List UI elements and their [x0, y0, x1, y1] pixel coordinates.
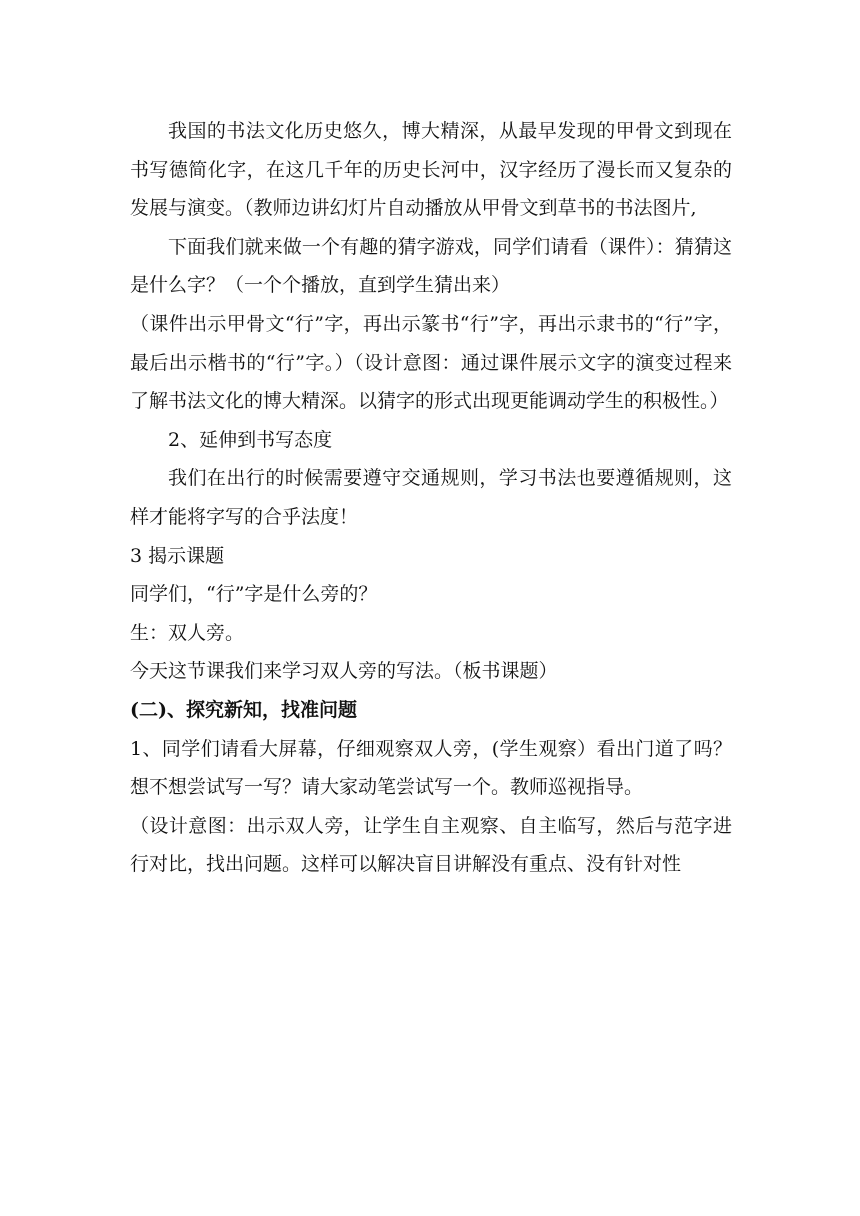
paragraph-question: 同学们，“行”字是什么旁的？ [130, 583, 378, 606]
paragraph-history-intro: 我国的书法文化历史悠久，博大精深，从最早发现的甲骨文到现在书写德简化字，在这几千年的历史长河中，汉字经历了漫长而又复杂的发展与演变。（教师边讲幻灯片自动播放从甲骨文到草书的书法图片, [130, 120, 732, 220]
section-heading-writing-attitude: 2、延伸到书写态度 [168, 428, 333, 451]
paragraph-student-answer: 生：双人旁。 [130, 621, 245, 644]
paragraph-design-intent: （设计意图：出示双人旁，让学生自主观察、自主临写，然后与范字进行对比，找出问题。这样可以解决盲目讲解没有重点、没有针对性 [130, 814, 732, 876]
paragraph-observe-radical: 1、同学们请看大屏幕，仔细观察双人旁，(学生观察）看出门道了吗？想不想尝试写一写？请大家动笔尝试写一个。教师巡视指导。 [130, 737, 732, 799]
section-heading-reveal-topic: 3 揭示课题 [130, 544, 225, 567]
paragraph-courseware-note: （课件出示甲骨文“行”字，再出示篆书“行”字，再出示隶书的“行”字，最后出示楷书的“行”字。）（设计意图：通过课件展示文字的演变过程来了解书法文化的博大精深。以猜字的形式出现更能调动学生的积极性。） [130, 312, 732, 413]
paragraph-guessing-game: 下面我们就来做一个有趣的猜字游戏，同学们请看（课件）：猜猜这是什么字？（一个个播放，直到学生猜出来） [130, 235, 732, 297]
section-heading-explore: (二)、探究新知，找准问题 [130, 698, 357, 721]
paragraph-lesson-topic: 今天这节课我们来学习双人旁的写法。（板书课题） [130, 660, 558, 683]
document-body [130, 112, 732, 884]
paragraph-traffic-rules: 我们在出行的时候需要遵守交通规则，学习书法也要遵循规则，这样才能将字写的合乎法度！ [130, 467, 732, 528]
